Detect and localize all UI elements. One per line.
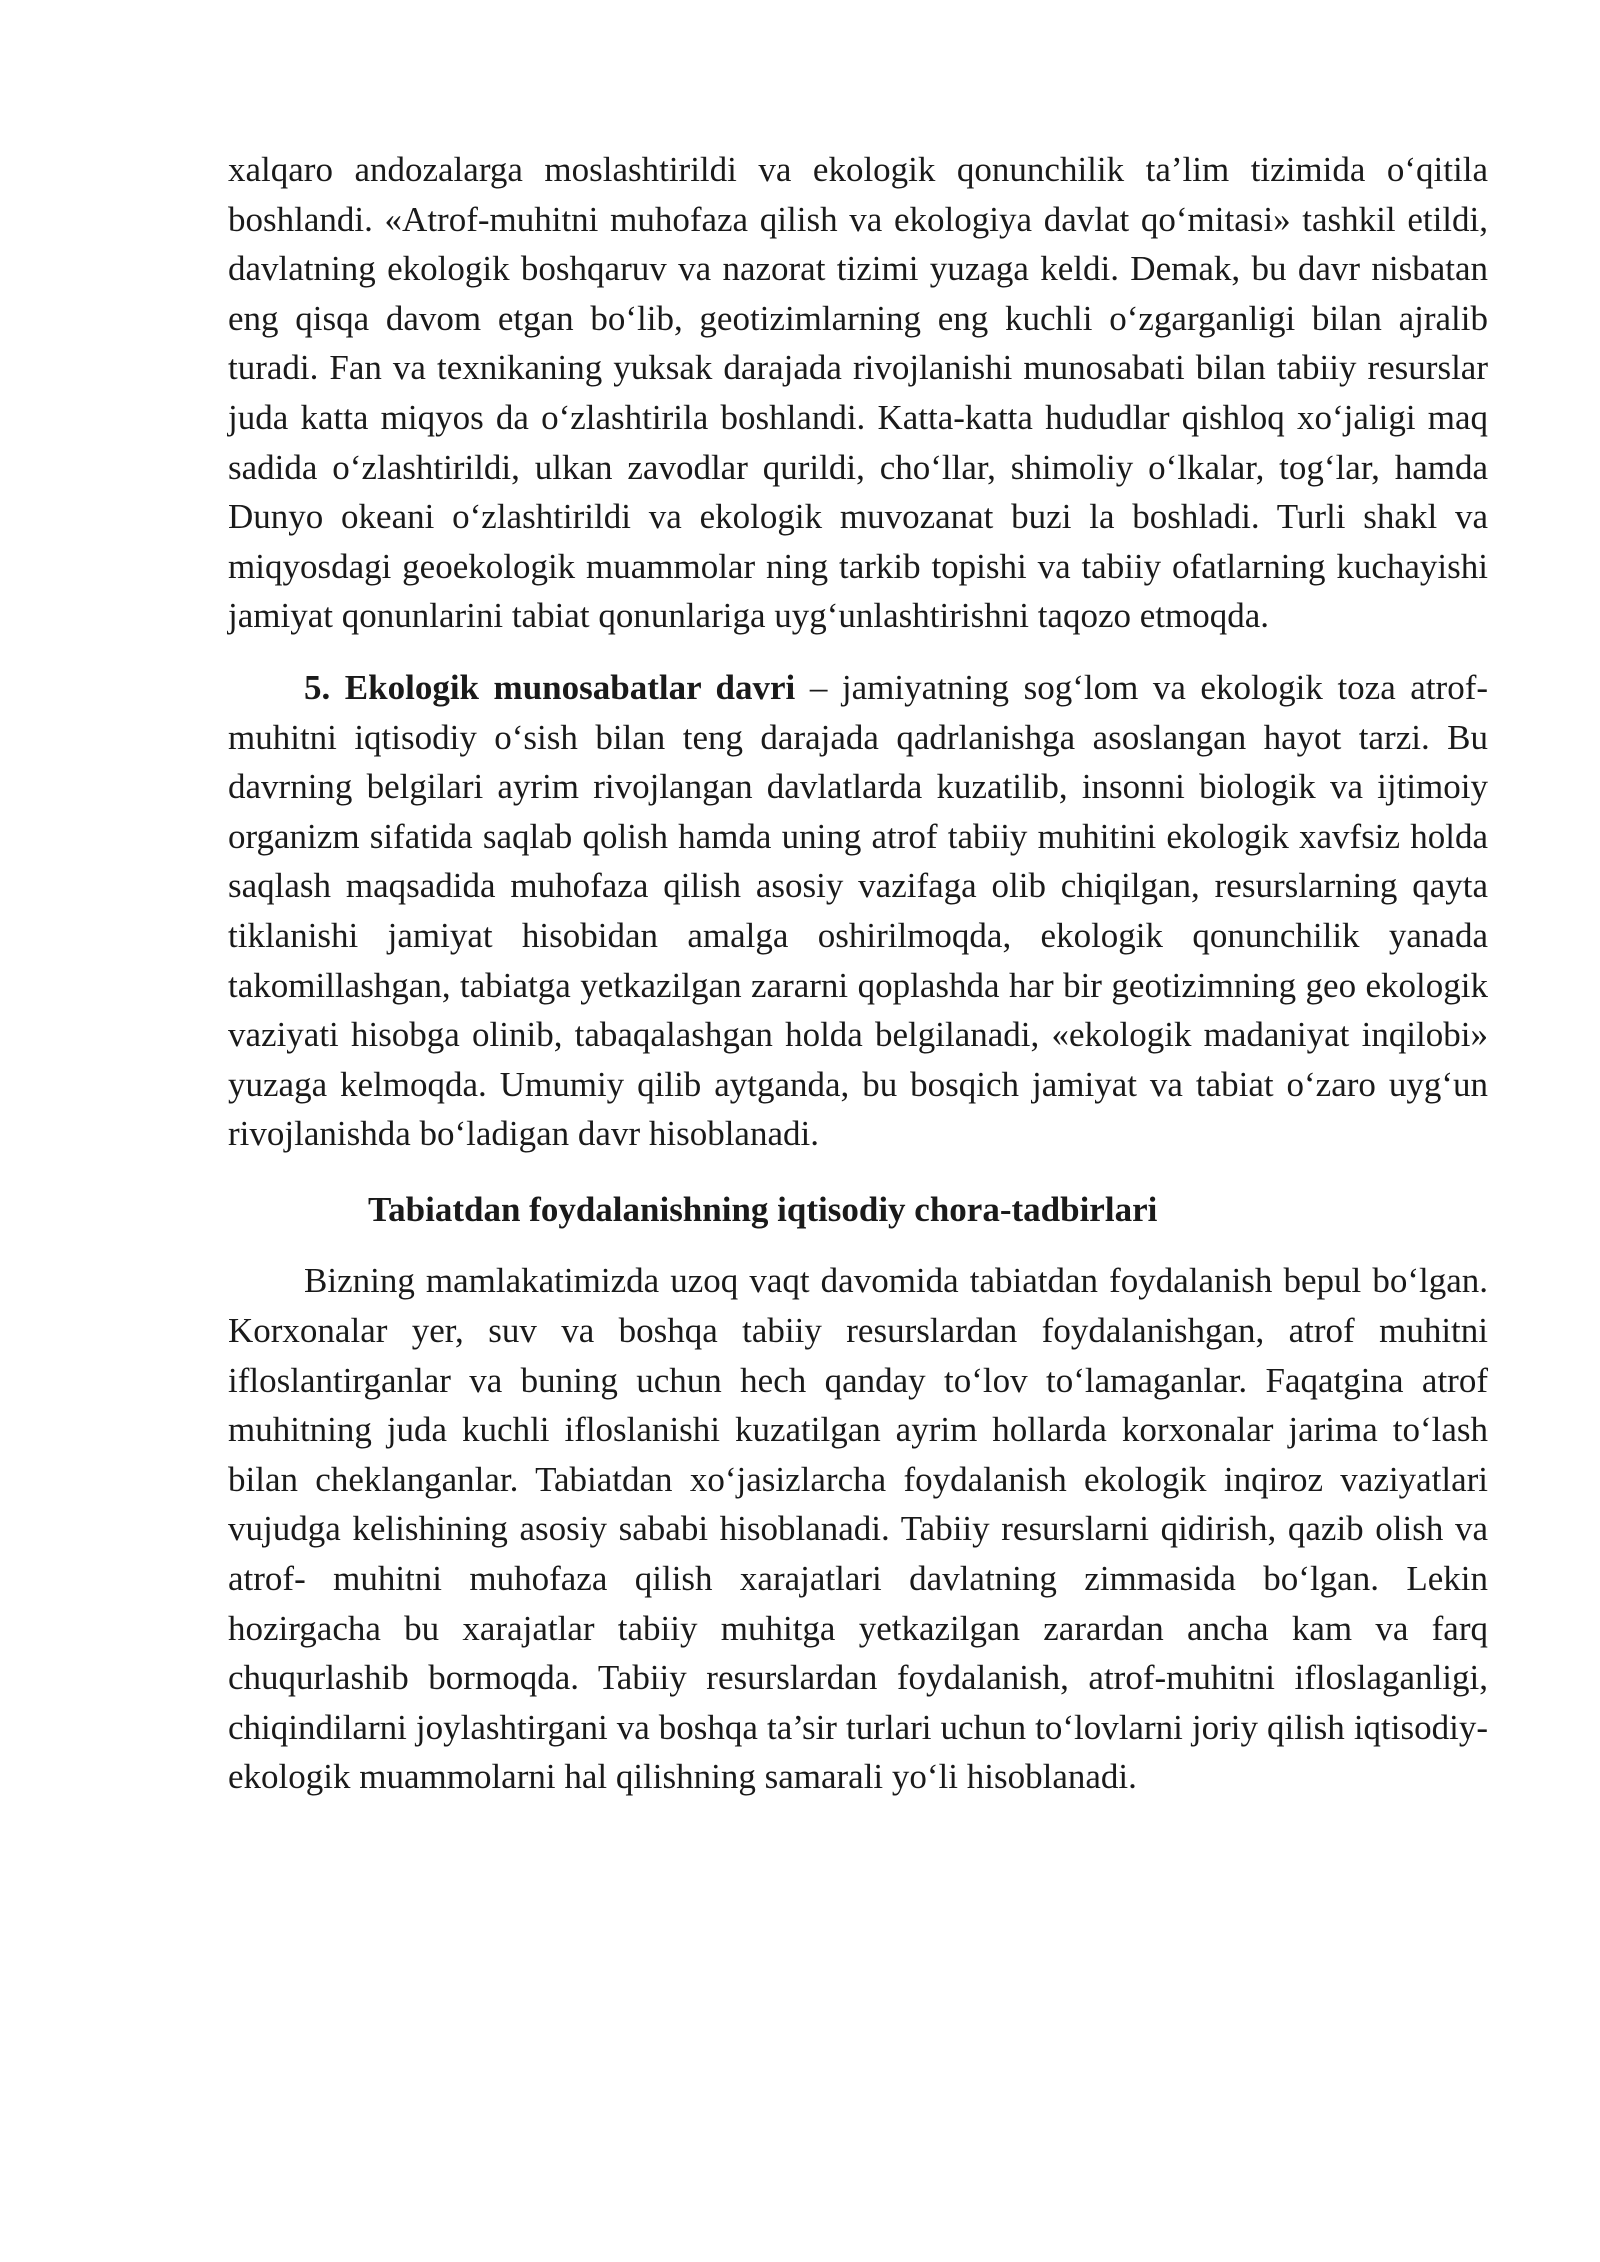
paragraph-lead-bold: 5. Ekologik munosabatlar davri [304,667,796,707]
paragraph-continuation: xalqaro andozalarga moslashtirildi va ekologik qonunchilik ta’lim tizimida o‘qitila boshlandi. «Atrof-muhitni muhofaza qilish va ekologiya davlat qo‘mitasi» tashkil etildi, davlatning ekologik boshqaruv va nazorat tizimi yuzaga keldi. Demak, bu davr nisbatan eng qisqa davom etgan bo‘lib, geotizimlarning eng kuchli o‘zgarganligi bilan ajralib turadi. Fan va texnikaning yuksak darajada rivojlanishi munosabati bilan tabiiy resurslar juda katta miqyos da o‘zlashtirila boshlandi. Katta-katta hududlar qishloq xo‘jaligi maq sadida o‘zlashtirildi, ulkan zavodlar qurildi, cho‘llar, shimoliy o‘lkalar, tog‘lar, hamda Dunyo okeani o‘zlashtirildi va ekologik muvozanat buzi la boshladi. Turli shakl va miqyosdagi geoekologik muammolar ning tarkib topishi va tabiiy ofatlarning kuchayishi jamiyat qonunlarini tabiat qonunlariga uyg‘unlashtirishni taqozo etmoqda. [228,150,1488,636]
paragraph-body: – jamiyatning sog‘lom va ekologik toza atrof-muhitni iqtisodiy o‘sish bilan teng darajada qadrlanishga asoslangan hayot tarzi. Bu davrning belgilari ayrim rivojlangan davlatlarda kuzatilib, insonni biologik va ijtimoiy organizm sifatida saqlab qolish hamda uning atrof tabiiy muhitini ekologik xavfsiz holda saqlash maqsadida muhofaza qilish asosiy vazifaga olib chiqilgan, resurslarning qayta tiklanishi jamiyat hisobidan amalga oshirilmoqda, ekologik qonunchilik yanada takomillashgan, tabiatga yetkazilgan zararni qoplashda har bir geotizimning geo ekologik vaziyati hisobga olinib, tabaqalashgan holda belgilanadi, «ekologik madaniyat inqilobi» yuzaga kelmoqda. Umumiy qilib aytganda, bu bosqich jamiyat va tabiat o‘zaro uyg‘un rivojlanishda bo‘ladigan davr hisoblanadi. [228,667,1489,1154]
paragraph-ecological-relations-period [228,663,1488,1159]
paragraph-economic-measures: Bizning mamlakatimizda uzoq vaqt davomida tabiatdan foydalanish bepul bo‘lgan. Korxonalar yer, suv va boshqa tabiiy resurslardan foydalanishgan, atrof muhitni ifloslantirganlar va buning uchun hech qanday to‘lov to‘lamaganlar. Faqatgina atrof muhitning juda kuchli ifloslanishi kuzatilgan ayrim hollarda korxonalar jarima to‘lash bilan cheklanganlar. Tabiatdan xo‘jasizlarcha foydalanish ekologik inqiroz vaziyatlari vujudga kelishining asosiy sababi hisoblanadi. Tabiiy resurslarni qidirish, qazib olish va atrof- muhitni muhofaza qilish xarajatlari davlatning zimmasida bo‘lgan. Lekin hozirgacha bu xarajatlar tabiiy muhitga yetkazilgan zarardan ancha kam va farq chuqurlashib bormoqda. Tabiiy resurslardan foydalanish, atrof-muhitni ifloslaganligi, chiqindilarni joylashtirgani va boshqa ta’sir turlari uchun to‘lovlarni joriy qilish iqtisodiy-ekologik muammolarni hal qilishning samarali yo‘li hisoblanadi. [228,1261,1488,1797]
section-heading: Tabiatdan foydalanishning iqtisodiy chora-tadbirlari [368,1189,1158,1229]
document-page [228,145,1488,1802]
